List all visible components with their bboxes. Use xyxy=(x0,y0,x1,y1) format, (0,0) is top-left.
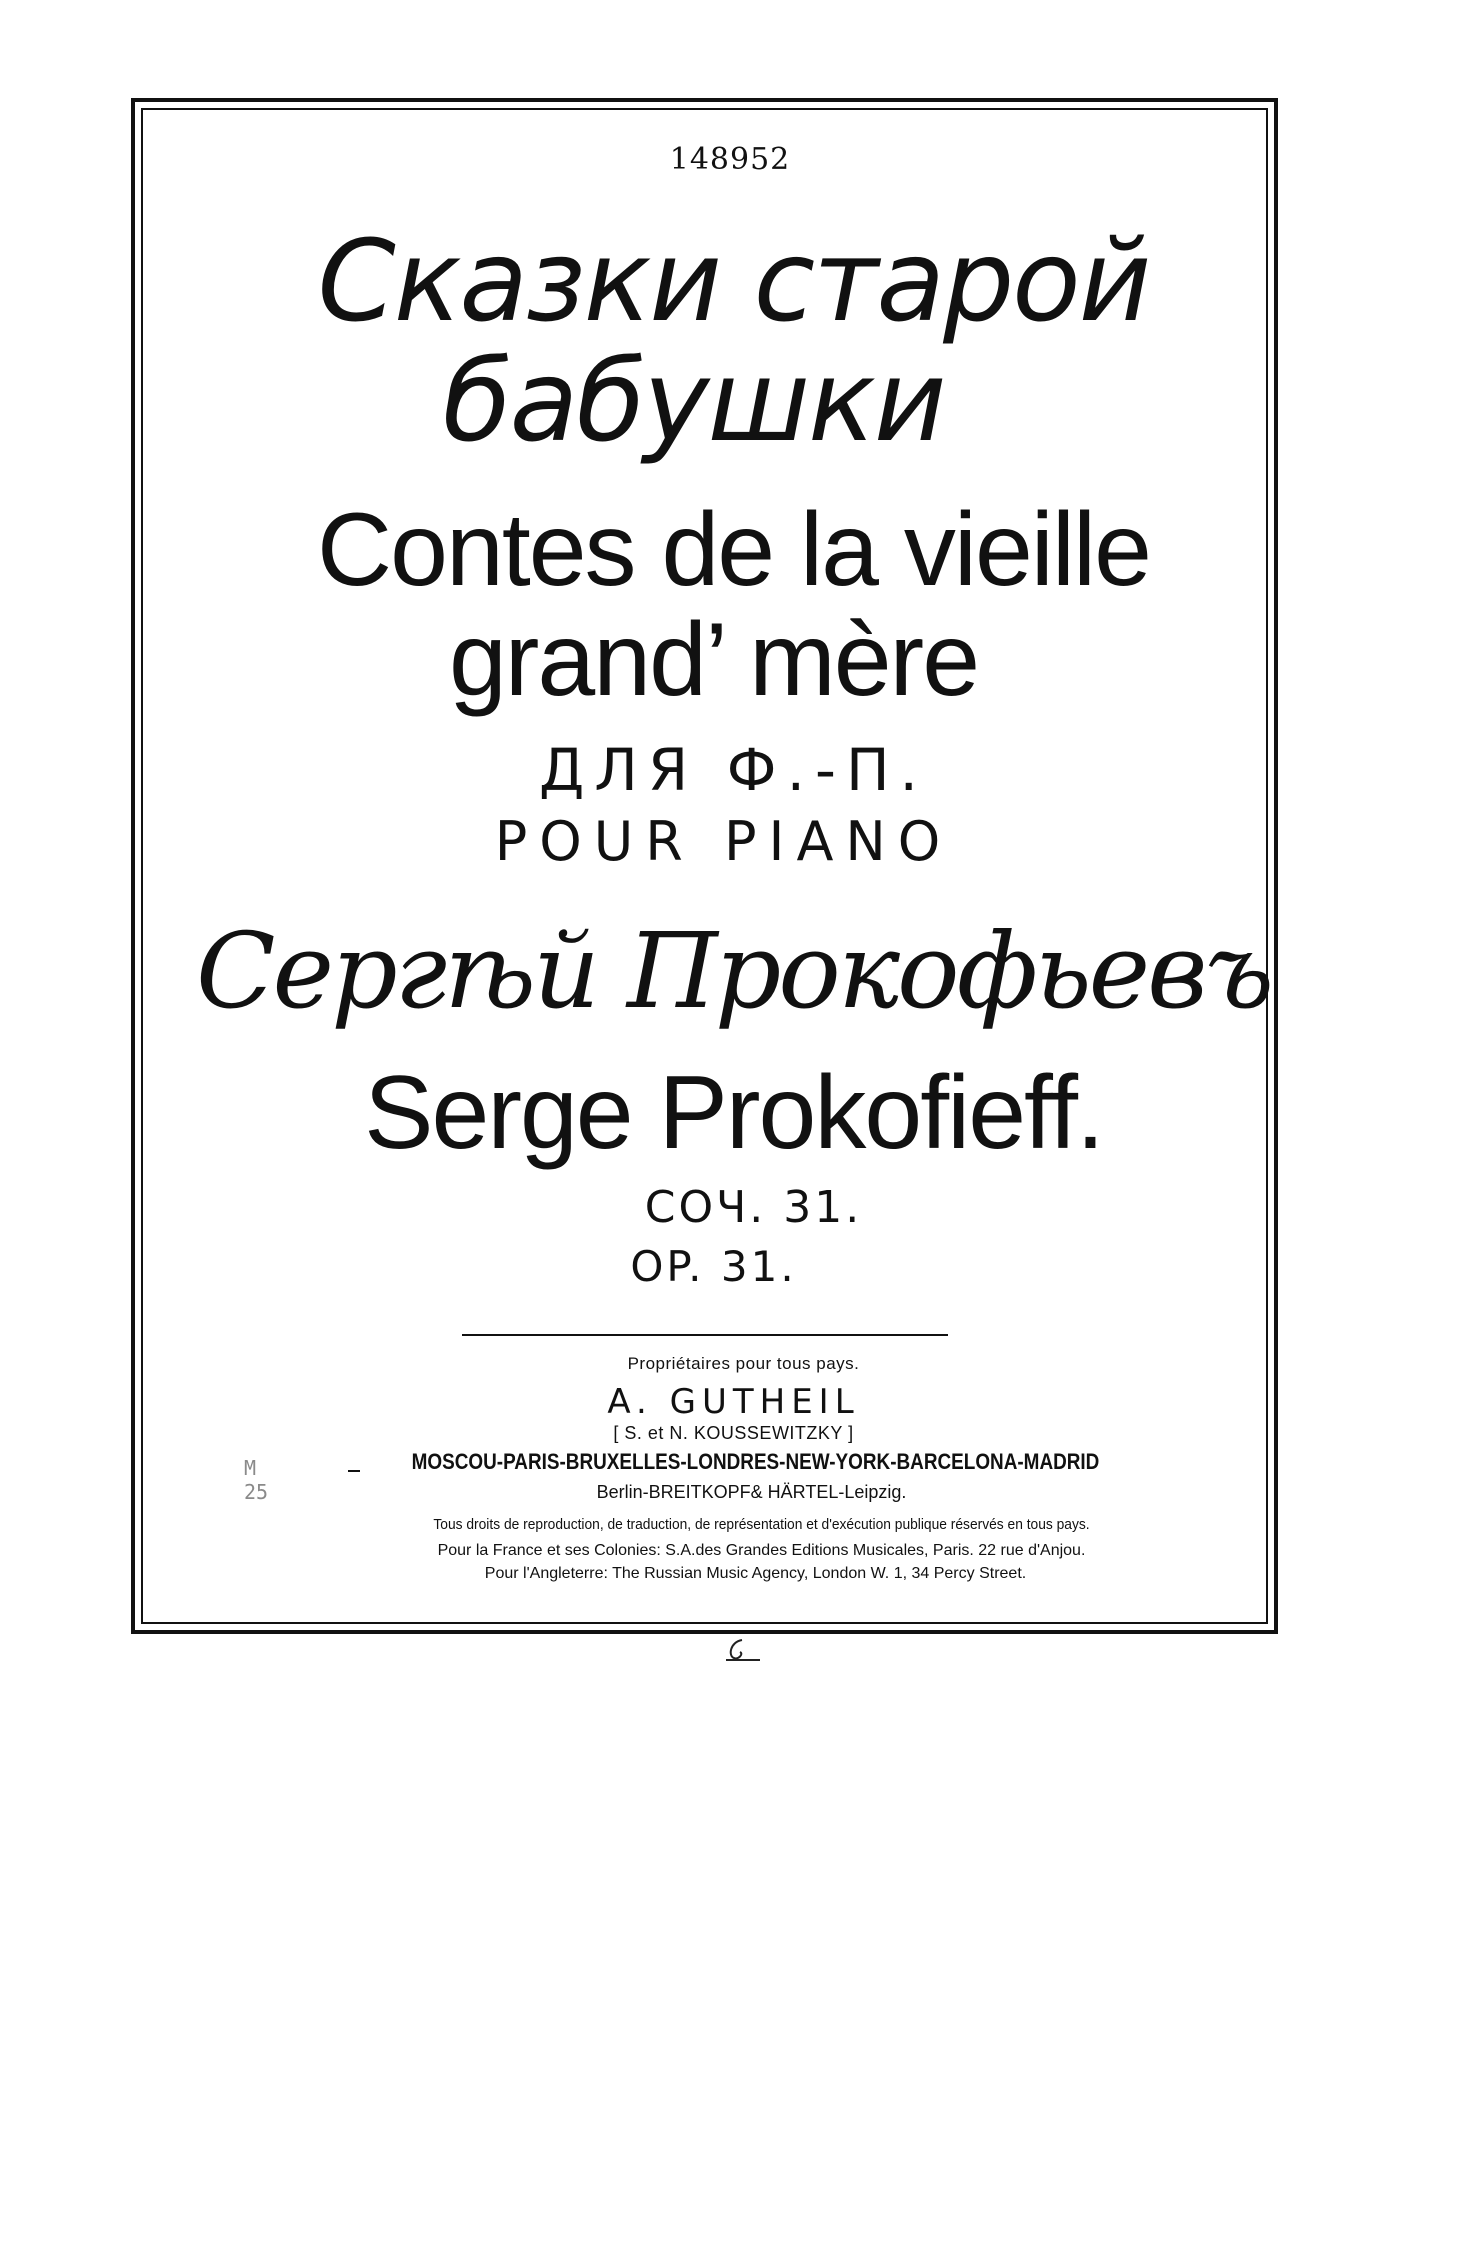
french-title-line-2: grand’ mère xyxy=(448,602,979,718)
russian-title-line-2: бабушки xyxy=(442,337,945,467)
composer-french: Serge Prokofieff. xyxy=(364,1055,1103,1171)
berlin-agent: Berlin-BREITKOPF& HÄRTEL-Leipzig. xyxy=(596,1482,907,1502)
publisher-cities: MOSCOU-PARIS-BRUXELLES-LONDRES-NEW-YORK-BARCELONA-MADRID xyxy=(411,1449,1100,1474)
instrument-russian: ДЛЯ Ф.-П. xyxy=(538,736,928,804)
handwritten-initial-icon xyxy=(720,1636,764,1666)
composer-russian: Сергѣй Прокофьевъ xyxy=(195,910,1272,1032)
divider-line xyxy=(462,1334,948,1336)
publisher-name: A. GUTHEIL xyxy=(607,1382,860,1422)
russian-title-line-1: Сказки старой xyxy=(317,217,1150,347)
england-agent: Pour l'Angleterre: The Russian Music Agency, London W. 1, 34 Percy Street. xyxy=(484,1565,1027,1582)
instrument-french: POUR PIANO xyxy=(494,810,953,873)
opus-french: OP. 31. xyxy=(630,1242,797,1291)
publisher-owner: [ S. et N. KOUSSEWITZKY ] xyxy=(613,1423,854,1443)
france-agent: Pour la France et ses Colonies: S.A.des Grandes Editions Musicales, Paris. 22 rue d'Anjou. xyxy=(437,1542,1086,1559)
library-stamp: M 25 xyxy=(244,1456,269,1504)
opus-russian: СОЧ. 31. xyxy=(644,1182,863,1233)
catalog-number: 148952 xyxy=(669,142,791,177)
rights-notice: Tous droits de reproduction, de traduction, de représentation et d'exécution publique réservés en tous pays. xyxy=(433,1516,1090,1533)
french-title-line-1: Contes de la vieille xyxy=(317,492,1150,608)
proprietaires-text: Propriétaires pour tous pays. xyxy=(627,1354,860,1373)
